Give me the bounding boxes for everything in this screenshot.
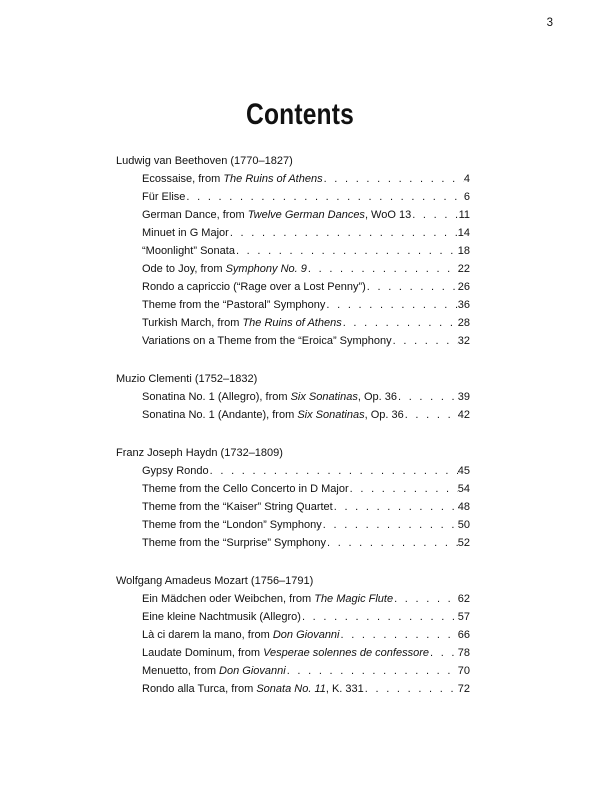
entry-list — [142, 462, 470, 552]
toc-entry[interactable] — [142, 662, 470, 680]
toc-entry[interactable] — [142, 206, 470, 224]
toc-entry[interactable] — [142, 278, 470, 296]
dot-leader — [404, 406, 458, 424]
entry-page-number: 11 — [458, 209, 470, 221]
entry-page-number: 48 — [457, 501, 470, 513]
entry-title-part: Rondo alla Turca, from — [142, 683, 257, 695]
composer-section — [116, 152, 470, 350]
entry-page-number: 57 — [457, 611, 470, 623]
entry-title — [142, 534, 326, 552]
entry-title — [142, 206, 411, 224]
entry-title-italic-part: Don Giovanni — [219, 665, 286, 677]
entry-title-part: Minuet in G Major — [142, 227, 229, 239]
composer-heading: Wolfgang Amadeus Mozart (1756–1791) — [116, 575, 314, 587]
entry-page-number: 52 — [457, 537, 470, 549]
entry-title-part: Menuetto, from — [142, 665, 220, 677]
entry-title — [142, 170, 323, 188]
toc-entry[interactable] — [142, 498, 470, 516]
entry-title — [142, 608, 301, 626]
entry-title-part: Ein Mädchen oder Weibchen, from — [142, 593, 315, 605]
toc-entry[interactable] — [142, 480, 470, 498]
entry-title — [142, 388, 397, 406]
entry-page-number: 22 — [457, 263, 470, 275]
dot-leader — [397, 388, 458, 406]
entry-page-number: 45 — [457, 465, 470, 477]
entry-title-part: “Moonlight” Sonata — [142, 245, 235, 257]
entry-title — [142, 278, 366, 296]
entry-title — [142, 498, 333, 516]
entry-page-number: 50 — [457, 519, 470, 531]
entry-title-part: Eine kleine Nachtmusik (Allegro) — [142, 611, 301, 623]
composer-section — [116, 572, 470, 698]
entry-title-part: Gypsy Rondo — [142, 465, 209, 477]
entry-title-italic-part: The Magic Flute — [314, 593, 394, 605]
entry-page-number: 36 — [457, 299, 470, 311]
toc-entry[interactable] — [142, 626, 470, 644]
entry-title-part: Là ci darem la mano, from — [142, 629, 273, 641]
dot-leader — [364, 680, 458, 698]
toc-entry[interactable] — [142, 516, 470, 534]
entry-title — [142, 644, 429, 662]
dot-leader — [349, 480, 458, 498]
entry-title-part: Rondo a capriccio (“Rage over a Lost Penny”) — [142, 281, 366, 293]
dot-leader — [286, 662, 458, 680]
entry-title-italic-part: The Ruins of Athens — [223, 173, 323, 185]
composer-heading: Franz Joseph Haydn (1732–1809) — [116, 447, 283, 459]
entry-page-number: 18 — [457, 245, 470, 257]
entry-page-number: 66 — [457, 629, 470, 641]
entry-title-part: Theme from the “Kaiser” String Quartet — [142, 501, 333, 513]
toc-entry[interactable] — [142, 260, 470, 278]
toc-entry[interactable] — [142, 644, 470, 662]
entry-title — [142, 188, 185, 206]
entry-page-number: 4 — [463, 173, 470, 185]
entry-title — [142, 662, 286, 680]
entry-page-number: 14 — [457, 227, 470, 239]
entry-title — [142, 224, 229, 242]
toc-entry[interactable] — [142, 188, 470, 206]
entry-title-part: Theme from the “Surprise” Symphony — [142, 537, 327, 549]
entry-title — [142, 314, 342, 332]
dot-leader — [333, 498, 458, 516]
entry-title-part: , Op. 36 — [364, 409, 404, 421]
toc-entry[interactable] — [142, 224, 470, 242]
toc-entry[interactable] — [142, 170, 470, 188]
entry-title — [142, 516, 322, 534]
dot-leader — [393, 590, 458, 608]
entry-title-italic-part: Six Sonatinas — [290, 391, 358, 403]
entry-list — [142, 170, 470, 350]
entry-title — [142, 626, 340, 644]
entry-title — [142, 406, 404, 424]
entry-title-part: German Dance, from — [142, 209, 248, 221]
entry-list — [142, 590, 470, 698]
dot-leader — [411, 206, 458, 224]
composer-section — [116, 444, 470, 552]
dot-leader — [326, 534, 458, 552]
entry-page-number: 32 — [457, 335, 470, 347]
entry-page-number: 26 — [457, 281, 470, 293]
entry-title-part: Sonatina No. 1 (Allegro), from — [142, 391, 291, 403]
entry-page-number: 42 — [457, 409, 470, 421]
composer-heading: Muzio Clementi (1752–1832) — [116, 373, 258, 385]
entry-title-italic-part: Six Sonatinas — [297, 409, 365, 421]
entry-page-number: 70 — [457, 665, 470, 677]
dot-leader — [325, 296, 457, 314]
entry-title-part: , WoO 13 — [364, 209, 412, 221]
entry-page-number: 78 — [457, 647, 470, 659]
entry-title-italic-part: Symphony No. 9 — [225, 263, 307, 275]
entry-title-italic-part: Vesperae solennes de confessore — [263, 647, 429, 659]
entry-title — [142, 260, 307, 278]
dot-leader — [185, 188, 463, 206]
composer-section — [116, 370, 470, 424]
entry-title — [142, 590, 393, 608]
dot-leader — [323, 170, 464, 188]
entry-title-italic-part: The Ruins of Athens — [242, 317, 342, 329]
dot-leader — [307, 260, 458, 278]
entry-page-number: 28 — [457, 317, 470, 329]
toc-entry[interactable] — [142, 534, 470, 552]
toc-entry[interactable] — [142, 388, 470, 406]
entry-title-part: , Op. 36 — [357, 391, 397, 403]
toc-entry[interactable] — [142, 332, 470, 350]
entry-title-part: Für Elise — [142, 191, 186, 203]
entry-title-part: Theme from the “Pastoral” Symphony — [142, 299, 326, 311]
entry-title-part: Turkish March, from — [142, 317, 243, 329]
entry-page-number: 72 — [457, 683, 470, 695]
entry-page-number: 62 — [457, 593, 470, 605]
toc-entry[interactable] — [142, 296, 470, 314]
dot-leader — [342, 314, 458, 332]
toc-entry[interactable] — [142, 242, 470, 260]
entry-title — [142, 242, 235, 260]
dot-leader — [235, 242, 458, 260]
entry-title-part: Theme from the Cello Concerto in D Major — [142, 483, 349, 495]
entry-title-italic-part: Twelve German Dances — [247, 209, 365, 221]
entry-title — [142, 680, 364, 698]
dot-leader — [322, 516, 458, 534]
entry-title — [142, 296, 325, 314]
entry-title-italic-part: Sonata No. 11 — [256, 683, 326, 695]
dot-leader — [209, 462, 458, 480]
dot-leader — [429, 644, 458, 662]
entry-title-part: Variations on a Theme from the “Eroica” Symphony — [142, 335, 392, 347]
entry-title — [142, 480, 349, 498]
toc-entry[interactable] — [142, 406, 470, 424]
entry-title-part: Sonatina No. 1 (Andante), from — [142, 409, 298, 421]
dot-leader — [229, 224, 458, 242]
entry-page-number: 54 — [457, 483, 470, 495]
table-of-contents — [116, 152, 470, 718]
dot-leader — [340, 626, 458, 644]
entry-page-number: 6 — [463, 191, 470, 203]
toc-entry[interactable] — [142, 608, 470, 626]
entry-title-part: Ecossaise, from — [142, 173, 224, 185]
dot-leader — [366, 278, 458, 296]
toc-entry[interactable] — [142, 462, 470, 480]
entry-title-part: Laudate Dominum, from — [142, 647, 264, 659]
toc-entry[interactable] — [142, 680, 470, 698]
entry-title — [142, 332, 392, 350]
entry-list — [142, 388, 470, 424]
toc-entry[interactable] — [142, 590, 470, 608]
entry-title-part: Theme from the “London” Symphony — [142, 519, 322, 531]
entry-title-part: Ode to Joy, from — [142, 263, 226, 275]
dot-leader — [392, 332, 458, 350]
entry-title-part: , K. 331 — [325, 683, 364, 695]
entry-title-italic-part: Don Giovanni — [272, 629, 340, 641]
page-number: 3 — [546, 17, 553, 29]
toc-entry[interactable] — [142, 314, 470, 332]
dot-leader — [301, 608, 458, 626]
composer-heading: Ludwig van Beethoven (1770–1827) — [116, 155, 293, 167]
entry-page-number: 39 — [457, 391, 470, 403]
entry-title — [142, 462, 209, 480]
page-title: Contents — [246, 98, 354, 131]
